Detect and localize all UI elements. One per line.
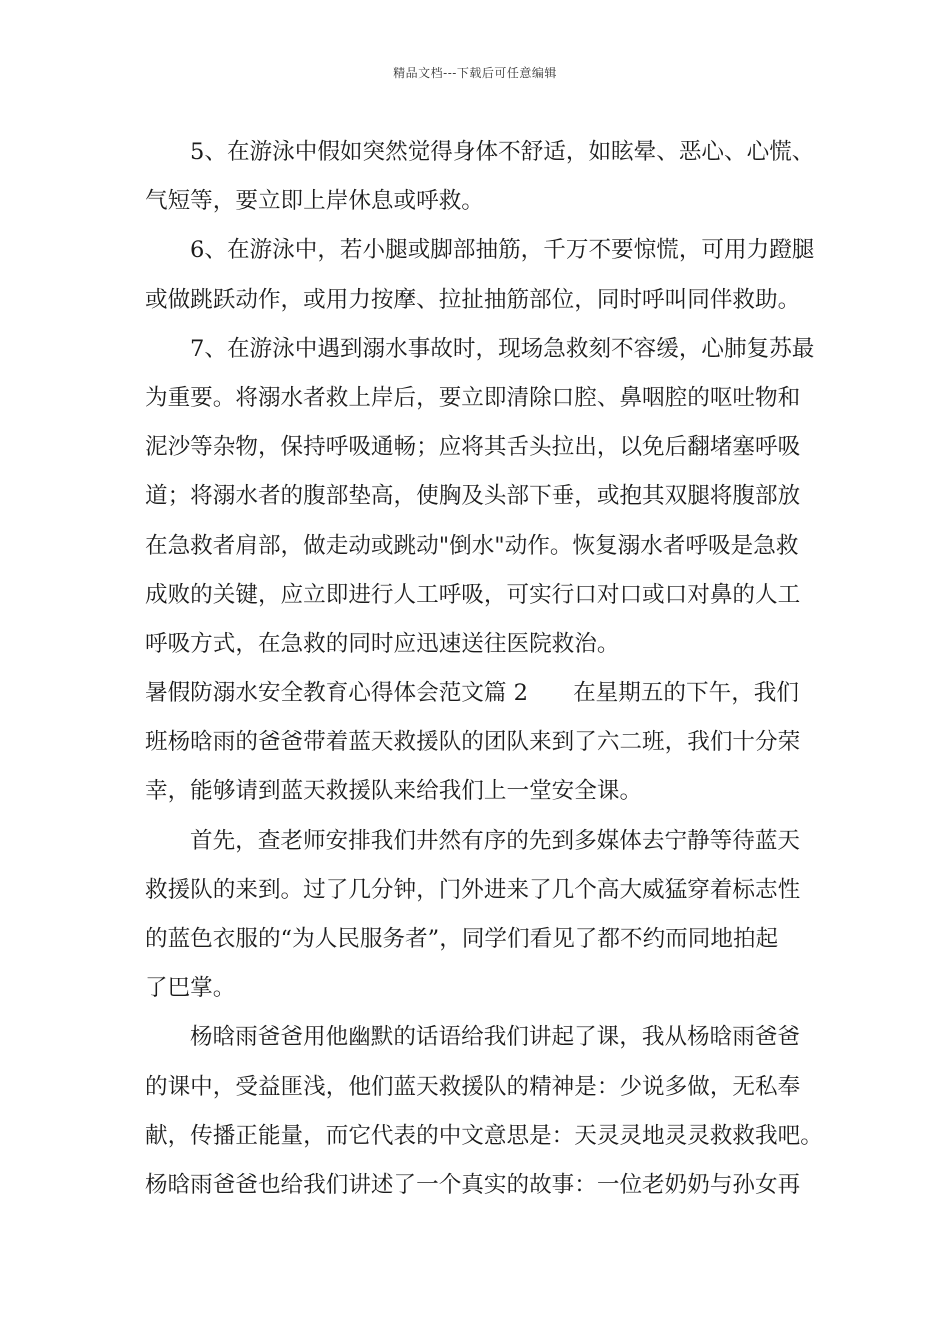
text-line: 呼吸方式，在急救的同时应迅速送往医院救治。 [145, 630, 620, 657]
text-line: 6、在游泳中，若小腿或脚部抽筋，千万不要惊慌，可用力蹬腿 [190, 237, 815, 264]
text-line: 或做跳跃动作，或用力按摩、拉扯抽筋部位，同时呼叫同伴救助。 [145, 286, 801, 313]
text-line: 在急救者肩部，做走动或跳动"倒水"动作。恢复溺水者呼吸是急救 [145, 532, 799, 559]
text-line: 为重要。将溺水者救上岸后，要立即清除口腔、鼻咽腔的呕吐物和 [145, 384, 801, 411]
text-line: 了巴掌。 [145, 975, 236, 1002]
text-line: 在星期五的下午，我们 [573, 680, 799, 707]
text-line: 的蓝色衣服的“为人民服务者”，同学们看见了都不约而同地拍起 [145, 926, 779, 952]
text-line: 献，传播正能量，而它代表的中文意思是：天灵灵地灵灵救救我吧。 [145, 1122, 823, 1149]
page-header: 精品文档---下载后可任意编辑 [393, 66, 557, 80]
section-title: 暑假防溺水安全教育心得体会范文篇 2 [145, 680, 529, 707]
text-line: 泥沙等杂物，保持呼吸通畅；应将其舌头拉出，以免后翻堵塞呼吸 [145, 434, 801, 461]
section-title-line [145, 669, 817, 718]
text-line: 气短等，要立即上岸休息或呼救。 [145, 188, 484, 215]
text-line: 的课中，受益匪浅，他们蓝天救援队的精神是：少说多做，无私奉 [145, 1073, 801, 1100]
text-line: 救援队的来到。过了几分钟，门外进来了几个高大威猛穿着标志性 [145, 876, 801, 903]
text-line: 7、在游泳中遇到溺水事故时，现场急救刻不容缓，心肺复苏最 [190, 335, 815, 362]
text-line: 5、在游泳中假如突然觉得身体不舒适，如眩晕、恶心、心慌、 [190, 139, 815, 165]
document-body [145, 128, 823, 1210]
text-line: 道；将溺水者的腹部垫高，使胸及头部下垂，或抱其双腿将腹部放 [145, 483, 801, 510]
text-line: 班杨晗雨的爸爸带着蓝天救援队的团队来到了六二班，我们十分荣 [145, 729, 801, 756]
text-line: 幸，能够请到蓝天救援队来给我们上一堂安全课。 [145, 778, 643, 805]
text-line: 杨晗雨爸爸用他幽默的话语给我们讲起了课，我从杨晗雨爸爸 [190, 1024, 801, 1051]
text-line: 首先，查老师安排我们井然有序的先到多媒体去宁静等待蓝天 [190, 827, 801, 854]
text-line: 杨晗雨爸爸也给我们讲述了一个真实的故事：一位老奶奶与孙女再 [145, 1171, 801, 1198]
text-line: 成败的关键，应立即进行人工呼吸，可实行口对口或口对鼻的人工 [145, 581, 801, 608]
